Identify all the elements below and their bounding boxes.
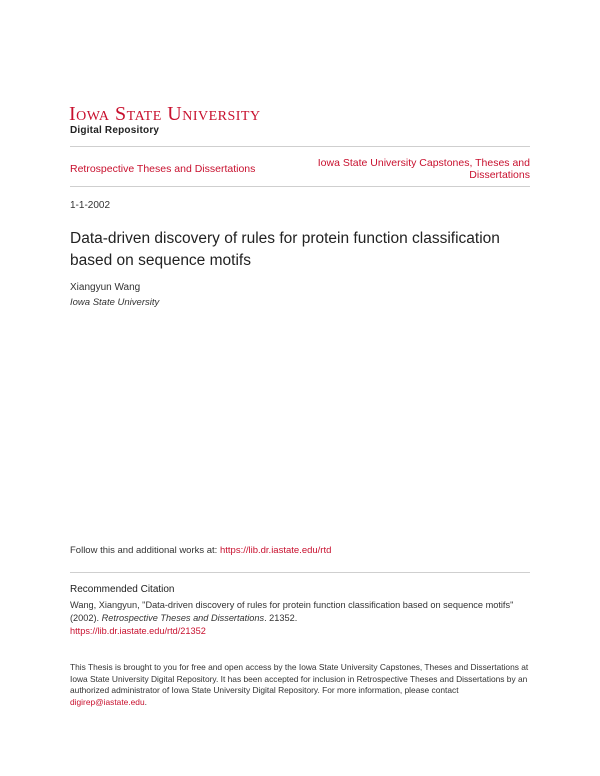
author-affiliation: Iowa State University — [70, 297, 160, 308]
recommended-citation-heading: Recommended Citation — [70, 584, 175, 595]
citation-divider — [70, 572, 530, 573]
citation-url-link[interactable]: https://lib.dr.iastate.edu/rtd/21352 — [70, 626, 206, 636]
retrospective-theses-link[interactable]: Retrospective Theses and Dissertations — [70, 163, 256, 175]
repository-logo-subtitle: Digital Repository — [70, 125, 160, 136]
contact-email-link[interactable]: digirep@iastate.edu — [70, 696, 145, 707]
follow-text: Follow this and additional works at: — [70, 545, 220, 556]
notice-end: . — [144, 696, 147, 707]
citation-number: . 21352. — [264, 613, 298, 623]
nav-divider — [70, 186, 530, 187]
document-title: Data-driven discovery of rules for protein function classification based on sequence motifs — [70, 230, 500, 269]
publication-date: 1-1-2002 — [70, 200, 111, 211]
notice-text: This Thesis is brought to you for free and open access by the Iowa State University Capstones, Theses and Dissertations at Iowa State University Digital Repository. It has been accepted for inclusion in Retrospective Theses and Dissertations by an authorized administrator of Iowa State University Digital Repository. For more information, please contact — [70, 662, 529, 695]
access-notice — [70, 662, 532, 708]
citation-body: Wang, Xiangyun, "Data-driven discovery of rules for protein function classification based on sequence motifs" (2002). — [70, 600, 514, 623]
follow-line — [70, 545, 331, 556]
header-divider — [70, 146, 530, 147]
author-name: Xiangyun Wang — [70, 282, 141, 293]
citation-series: Retrospective Theses and Dissertations — [101, 613, 265, 623]
citation-text — [70, 599, 530, 638]
university-logo: Iowa State University — [69, 103, 261, 125]
follow-url-link[interactable]: https://lib.dr.iastate.edu/rtd — [219, 545, 332, 556]
capstones-theses-link[interactable]: Iowa State University Capstones, Theses and Dissertations — [317, 157, 530, 181]
